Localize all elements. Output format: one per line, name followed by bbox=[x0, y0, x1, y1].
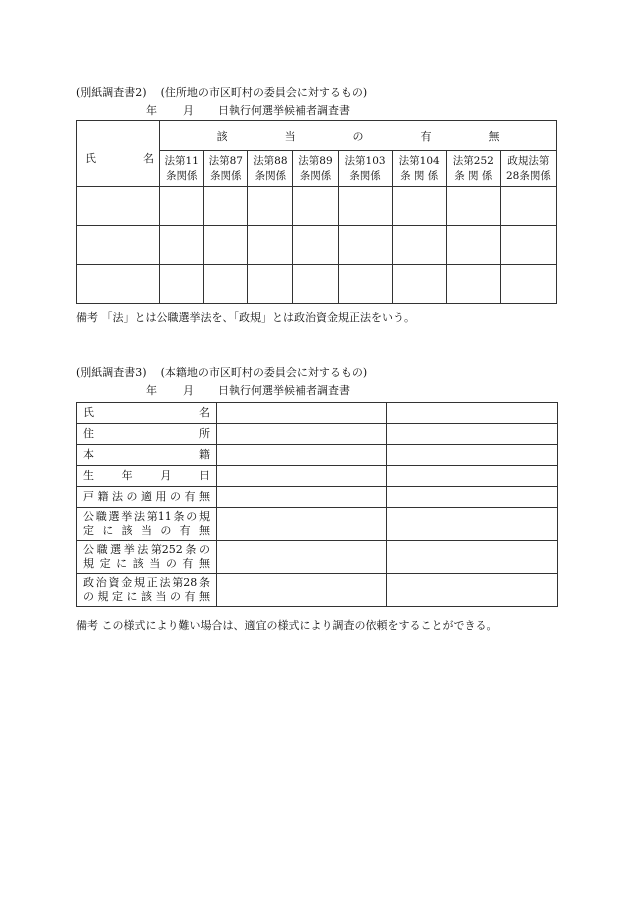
label-char: 規 bbox=[83, 557, 94, 570]
label-char: 該 bbox=[141, 590, 152, 603]
row-label-address bbox=[77, 424, 217, 445]
law-column-header: 法第103 条関係 bbox=[338, 151, 392, 187]
entry-cell[interactable] bbox=[338, 187, 392, 226]
label-char: 治 bbox=[95, 576, 107, 589]
label-char: 規 bbox=[134, 576, 145, 589]
form3-heading-desc: (本籍地の市区町村の委員会に対するもの) bbox=[160, 366, 368, 379]
entry-cell[interactable] bbox=[446, 187, 500, 226]
law-column-header: 法第104 条 関 係 bbox=[392, 151, 446, 187]
label-char: 戸 bbox=[83, 490, 94, 503]
label-char: 条 bbox=[173, 510, 185, 523]
table-row bbox=[77, 574, 558, 607]
label-char: 生 bbox=[83, 469, 94, 482]
row-label-name bbox=[77, 403, 217, 424]
label-char: の bbox=[170, 490, 181, 503]
entry-cell[interactable] bbox=[387, 487, 558, 508]
label-char: 年 bbox=[121, 469, 133, 482]
entry-cell[interactable] bbox=[77, 265, 160, 304]
subtitle-year: 年 bbox=[146, 104, 157, 117]
subtitle-rest: 日執行何選挙候補者調査書 bbox=[218, 104, 350, 117]
entry-cell[interactable] bbox=[217, 445, 387, 466]
label-char: に bbox=[102, 524, 114, 537]
law-column-header: 法第89 条関係 bbox=[293, 151, 338, 187]
law-column-header: 法第252 条 関 係 bbox=[446, 151, 500, 187]
entry-cell[interactable] bbox=[387, 508, 558, 541]
group-header bbox=[160, 121, 557, 151]
label-char: 有 bbox=[184, 490, 196, 503]
entry-cell[interactable] bbox=[500, 187, 556, 226]
entry-cell[interactable] bbox=[204, 187, 248, 226]
label-char: 条 bbox=[185, 543, 197, 556]
entry-cell[interactable] bbox=[248, 187, 293, 226]
entry-cell[interactable] bbox=[217, 487, 387, 508]
label-char: 有 bbox=[182, 557, 194, 570]
entry-cell[interactable] bbox=[217, 574, 387, 607]
label-char: 籍 bbox=[97, 490, 109, 503]
entry-cell[interactable] bbox=[160, 226, 204, 265]
row-label-domicile bbox=[77, 445, 217, 466]
row-label-election-law-11 bbox=[77, 508, 217, 541]
label-char: 規 bbox=[97, 590, 109, 603]
label-char: 法 bbox=[159, 576, 171, 589]
subtitle-month: 月 bbox=[183, 384, 194, 397]
entry-cell[interactable] bbox=[387, 466, 558, 487]
label-char: 挙 bbox=[121, 510, 133, 523]
label-char: 本 bbox=[83, 448, 94, 461]
table-row bbox=[77, 226, 557, 265]
entry-cell[interactable] bbox=[204, 265, 248, 304]
entry-cell[interactable] bbox=[338, 226, 392, 265]
label-char: 無 bbox=[198, 557, 210, 570]
entry-cell[interactable] bbox=[392, 187, 446, 226]
label-char: 住 bbox=[83, 427, 94, 440]
entry-cell[interactable] bbox=[387, 445, 558, 466]
label-char: 条 bbox=[199, 576, 210, 589]
label-char: に bbox=[126, 590, 138, 603]
table-row bbox=[77, 187, 557, 226]
form2-table bbox=[76, 120, 557, 304]
label-char: 公 bbox=[83, 543, 94, 556]
label-char: の bbox=[165, 557, 177, 570]
label-char: の bbox=[198, 543, 210, 556]
label-char: 選 bbox=[110, 543, 122, 556]
entry-cell[interactable] bbox=[248, 226, 293, 265]
entry-cell[interactable] bbox=[217, 508, 387, 541]
group-header-char: の bbox=[352, 129, 364, 143]
row-label-birthdate bbox=[77, 466, 217, 487]
entry-cell[interactable] bbox=[387, 424, 558, 445]
entry-cell[interactable] bbox=[392, 226, 446, 265]
label-char: 日 bbox=[198, 469, 210, 482]
law-column-header: 法第87 条関係 bbox=[204, 151, 248, 187]
entry-cell[interactable] bbox=[387, 574, 558, 607]
label-char: 第11 bbox=[146, 510, 172, 523]
law-column-header: 政規法第 28条関係 bbox=[500, 151, 556, 187]
entry-cell[interactable] bbox=[217, 424, 387, 445]
table-row bbox=[77, 403, 558, 424]
label-char: 法 bbox=[137, 543, 149, 556]
subtitle-month: 月 bbox=[183, 104, 194, 117]
label-char: 第28 bbox=[172, 576, 198, 589]
form2-heading-label: (別紙調査書2) bbox=[76, 86, 147, 99]
entry-cell[interactable] bbox=[204, 226, 248, 265]
table-row bbox=[77, 541, 558, 574]
name-header-b: 名 bbox=[143, 152, 154, 165]
form3-heading-label: (別紙調査書3) bbox=[76, 366, 147, 379]
label-char: 所 bbox=[199, 427, 210, 440]
law-column-header: 法第11 条関係 bbox=[160, 151, 204, 187]
form2-subtitle bbox=[146, 102, 350, 118]
form2-heading-desc: (住所地の市区町村の委員会に対するもの) bbox=[160, 86, 368, 99]
entry-cell[interactable] bbox=[446, 226, 500, 265]
entry-cell[interactable] bbox=[446, 265, 500, 304]
label-char: 政 bbox=[83, 576, 94, 589]
entry-cell[interactable] bbox=[500, 265, 556, 304]
entry-cell[interactable] bbox=[338, 265, 392, 304]
entry-cell[interactable] bbox=[77, 187, 160, 226]
label-char: 定 bbox=[99, 557, 111, 570]
label-char: 法 bbox=[112, 490, 123, 503]
label-char: 規 bbox=[199, 510, 210, 523]
label-char: 無 bbox=[198, 524, 210, 537]
label-char: 名 bbox=[199, 406, 210, 419]
label-char: 定 bbox=[112, 590, 123, 603]
entry-cell[interactable] bbox=[160, 187, 204, 226]
label-char: 当 bbox=[140, 524, 152, 537]
form2-note: 備考 「法」とは公職選挙法を、「政規」とは政治資金規正法をいう。 bbox=[76, 311, 415, 324]
label-char: 有 bbox=[179, 524, 191, 537]
label-char: 氏 bbox=[83, 406, 94, 419]
entry-cell[interactable] bbox=[160, 265, 204, 304]
form3-note: 備考 この様式により難い場合は、適宜の様式により調査の依頼をすることができる。 bbox=[76, 619, 498, 632]
label-char: 公 bbox=[83, 510, 94, 523]
group-header-char: 該 bbox=[216, 129, 228, 143]
entry-cell[interactable] bbox=[387, 541, 558, 574]
label-char: 職 bbox=[95, 510, 107, 523]
subtitle-rest: 日執行何選挙候補者調査書 bbox=[218, 384, 350, 397]
form2-heading bbox=[76, 86, 367, 100]
law-column-header: 法第88 条関係 bbox=[248, 151, 293, 187]
entry-cell[interactable] bbox=[293, 265, 338, 304]
table-row bbox=[77, 508, 558, 541]
entry-cell[interactable] bbox=[387, 403, 558, 424]
label-char: の bbox=[160, 524, 172, 537]
label-char: 法 bbox=[134, 510, 145, 523]
label-char: 無 bbox=[199, 590, 210, 603]
group-header-char: 当 bbox=[284, 129, 296, 143]
label-char: 定 bbox=[83, 524, 94, 537]
table-row bbox=[77, 424, 558, 445]
name-header-a: 氏 bbox=[85, 152, 96, 165]
entry-cell[interactable] bbox=[293, 226, 338, 265]
label-char: 該 bbox=[132, 557, 144, 570]
form3-subtitle bbox=[146, 382, 350, 398]
group-header-char: 無 bbox=[488, 129, 500, 143]
label-char: 該 bbox=[121, 524, 133, 537]
row-label-political-funds-law-28 bbox=[77, 574, 217, 607]
form3-heading bbox=[76, 366, 367, 380]
entry-cell[interactable] bbox=[217, 466, 387, 487]
entry-cell[interactable] bbox=[217, 403, 387, 424]
row-label-election-law-252 bbox=[77, 541, 217, 574]
label-char: 資 bbox=[108, 576, 120, 589]
name-header bbox=[77, 121, 160, 187]
label-char: 当 bbox=[149, 557, 161, 570]
table-row bbox=[77, 487, 558, 508]
entry-cell[interactable] bbox=[293, 187, 338, 226]
table-row bbox=[77, 265, 557, 304]
label-char: の bbox=[186, 510, 198, 523]
label-char: 当 bbox=[155, 590, 167, 603]
label-char: 籍 bbox=[199, 448, 210, 461]
label-char: 挙 bbox=[123, 543, 135, 556]
row-label-family-register bbox=[77, 487, 217, 508]
label-char: 月 bbox=[160, 469, 172, 482]
entry-cell[interactable] bbox=[217, 541, 387, 574]
entry-cell[interactable] bbox=[500, 226, 556, 265]
entry-cell[interactable] bbox=[77, 226, 160, 265]
label-char: 選 bbox=[108, 510, 120, 523]
label-char: の bbox=[126, 490, 138, 503]
label-char: に bbox=[116, 557, 128, 570]
entry-cell[interactable] bbox=[392, 265, 446, 304]
form3-table bbox=[76, 402, 558, 607]
label-char: 正 bbox=[146, 576, 158, 589]
label-char: の bbox=[83, 590, 94, 603]
label-char: 用 bbox=[155, 490, 167, 503]
table-row bbox=[77, 466, 558, 487]
label-char: 金 bbox=[121, 576, 133, 589]
table-row bbox=[77, 445, 558, 466]
label-char: 無 bbox=[199, 490, 210, 503]
label-char: の bbox=[170, 590, 181, 603]
subtitle-year: 年 bbox=[146, 384, 157, 397]
group-header-char: 有 bbox=[420, 129, 432, 143]
label-char: 適 bbox=[141, 490, 152, 503]
label-char: 職 bbox=[96, 543, 108, 556]
label-char: 有 bbox=[184, 590, 196, 603]
label-char: 第252 bbox=[150, 543, 183, 556]
entry-cell[interactable] bbox=[248, 265, 293, 304]
